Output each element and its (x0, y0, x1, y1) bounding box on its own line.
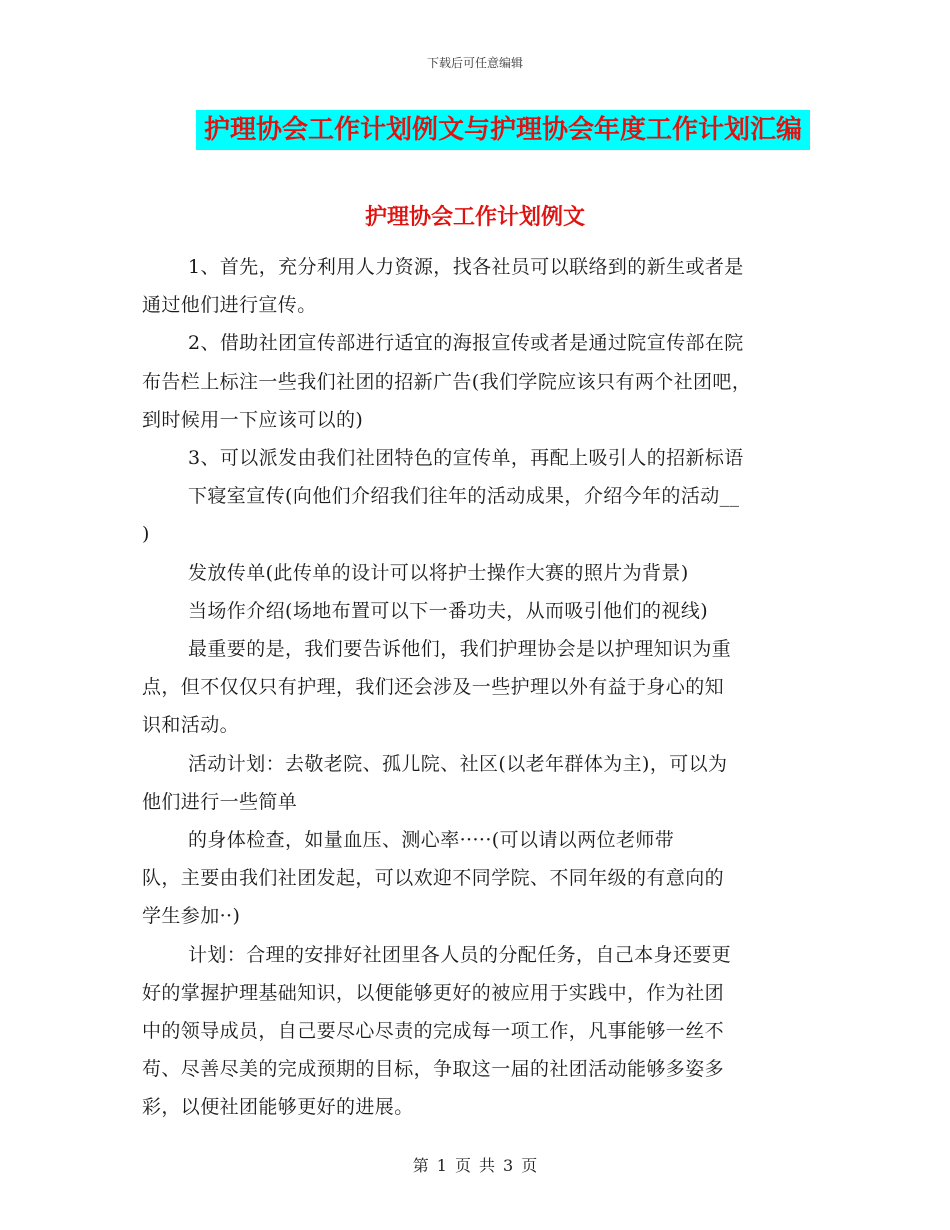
body-text-line: 最重要的是，我们要告诉他们，我们护理协会是以护理知识为重 (188, 638, 732, 661)
footer-total-unit: 页 (521, 1156, 538, 1175)
body-text-line: 2、借助社团宣传部进行适宜的海报宣传或者是通过院宣传部在院 (188, 332, 744, 355)
body-text-line: 当场作介绍(场地布置可以下一番功夫，从而吸引他们的视线) (188, 599, 709, 622)
body-text-line: 好的掌握护理基础知识，以便能够更好的被应用于实践中，作为社团 (142, 981, 725, 1004)
footer-current-page: 1 (436, 1156, 447, 1175)
document-body (142, 248, 810, 1127)
body-text-line: 发放传单(此传单的设计可以将护士操作大赛的照片为背景) (188, 561, 689, 584)
body-text-line: 3、可以派发由我们社团特色的宣传单，再配上吸引人的招新标语 (188, 447, 744, 470)
body-text-line: 布告栏上标注一些我们社团的招新广告(我们学院应该只有两个社团吧， (142, 370, 752, 393)
body-text-line: 下寝室宣传(向他们介绍我们往年的活动成果，介绍今年的活动__ (188, 485, 740, 508)
body-text-line: 活动计划：去敬老院、孤儿院、社区(以老年群体为主)，可以为 (188, 752, 728, 775)
footer-total-pages: 3 (503, 1156, 514, 1175)
footer-total-label: 共 (479, 1156, 496, 1175)
body-text-line: 计划：合理的安排好社团里各人员的分配任务，自己本身还要更 (188, 943, 732, 966)
body-text-line: 中的领导成员，自己要尽心尽责的完成每一项工作，凡事能够一丝不 (142, 1020, 725, 1043)
body-text-line: 队，主要由我们社团发起，可以欢迎不同学院、不同年级的有意向的 (142, 867, 725, 890)
main-title-container (0, 110, 950, 150)
section-title: 护理协会工作计划例文 (364, 204, 585, 230)
body-text-line: 到时候用一下应该可以的) (142, 408, 364, 431)
body-text-line: 彩，以便社团能够更好的进展。 (142, 1096, 414, 1119)
footer-page-label: 第 (412, 1156, 429, 1175)
body-text-line: ) (142, 523, 150, 546)
footer-page-unit: 页 (454, 1156, 471, 1175)
page-footer (0, 1153, 950, 1176)
body-text-line: 1、首先，充分利用人力资源，找各社员可以联络到的新生或者是 (188, 256, 744, 278)
main-title: 护理协会工作计划例文与护理协会年度工作计划汇编 (196, 110, 810, 150)
body-text-line: 苟、尽善尽美的完成预期的目标，争取这一届的社团活动能够多姿多 (142, 1058, 725, 1081)
body-text-line: 学生参加··) (142, 905, 241, 928)
header-note: 下载后可任意编辑 (426, 56, 523, 70)
body-text-line: 点，但不仅仅只有护理，我们还会涉及一些护理以外有益于身心的知 (142, 676, 725, 699)
body-text-line: 他们进行一些简单 (142, 790, 298, 813)
body-text-line: 识和活动。 (142, 714, 240, 737)
body-text-line: 的身体检查，如量血压、测心率·····(可以请以两位老师带 (188, 829, 675, 852)
body-text-line: 通过他们进行宣传。 (142, 294, 317, 317)
